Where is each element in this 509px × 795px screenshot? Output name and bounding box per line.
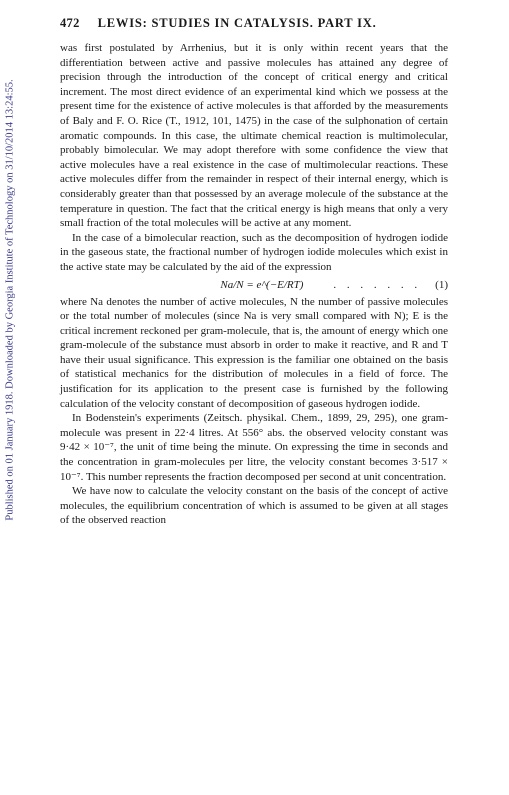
equation-number: (1): [435, 278, 448, 291]
paragraph-1: was first postulated by Arrhenius, but it is only within recent years that the differentiation between active and passive molecules has attained any degree of precision through the introduction of the concept of critical energy and critical increment. The most direct evidence of an experimental kind which we possess at the present time for the existence of active molecules is that afforded by the measurements of Baly and F. O. Rice (T., 1912, 101, 1475) in the case of the sulphonation of certain aromatic compounds. In this case, the ultimate chemical reaction is multimolecular, probably bimolecular. We may adopt therefore with some confidence the view that active molecules have a real existence in the case of multimolecular reactions. These active molecules differ from the remainder in respect of their internal energy, which is considerably greater than that possessed by an average molecule of the substance at the temperature in question. The fact that the critical energy is high means that only a very small fraction of the total molecules will be active at any moment.: [60, 42, 448, 230]
page-content: [60, 16, 448, 528]
paragraph-4: In Bodenstein's experiments (Zeitsch. physikal. Chem., 1899, 29, 295), one gram-molecule was present in 22·4 litres. At 556° abs. the observed velocity constant was 9·42 × 10⁻⁷, the unit of time being the minute. On expressing the time in seconds and the concentration in gram-molecules per litre, the velocity constant becomes 3·517 × 10⁻⁷. This number represents the fraction decomposed per second at unit concentration.: [60, 412, 448, 483]
paragraph-5: We have now to calculate the velocity constant on the basis of the concept of active molecules, the equilibrium concentration of which is assumed to be given at all stages of the observed reaction: [60, 485, 448, 527]
page-number: 472: [60, 16, 80, 30]
paragraph-2: In the case of a bimolecular reaction, such as the decomposition of hydrogen iodide in the gaseous state, the fractional number of hydrogen iodide molecules which exist in the active state may be calculated by the aid of the expression: [60, 231, 448, 273]
equation-expression: Na/N = e^(−E/RT): [220, 278, 304, 291]
download-watermark: [4, 60, 16, 540]
download-watermark-text: Published on 01 January 1918. Downloaded by Georgia Institute of Technology on 31/10/2014 13:24:55.: [4, 79, 16, 521]
equation-1: [60, 276, 448, 294]
paragraph-3: where Na denotes the number of active molecules, N the number of passive molecules or the total number of molecules (since Na is very small compared with N); E is the critical increment reckoned per gram-molecule, that is, the amount of energy which one gram-molecule of the substance must absorb in order to make it reactive, and R and T have their usual significance. This expression is the familiar one obtained on the basis of statistical mechanics for the distribution of molecules in a field of force. The justification for its application to the present case is furnished by the following calculation of the velocity constant of decomposition of gaseous hydrogen iodide.: [60, 295, 448, 410]
running-head-title: LEWIS: STUDIES IN CATALYSIS. PART IX.: [97, 16, 377, 30]
running-head: [60, 16, 448, 31]
equation-leader-dots: . . . . . . .: [333, 278, 422, 291]
